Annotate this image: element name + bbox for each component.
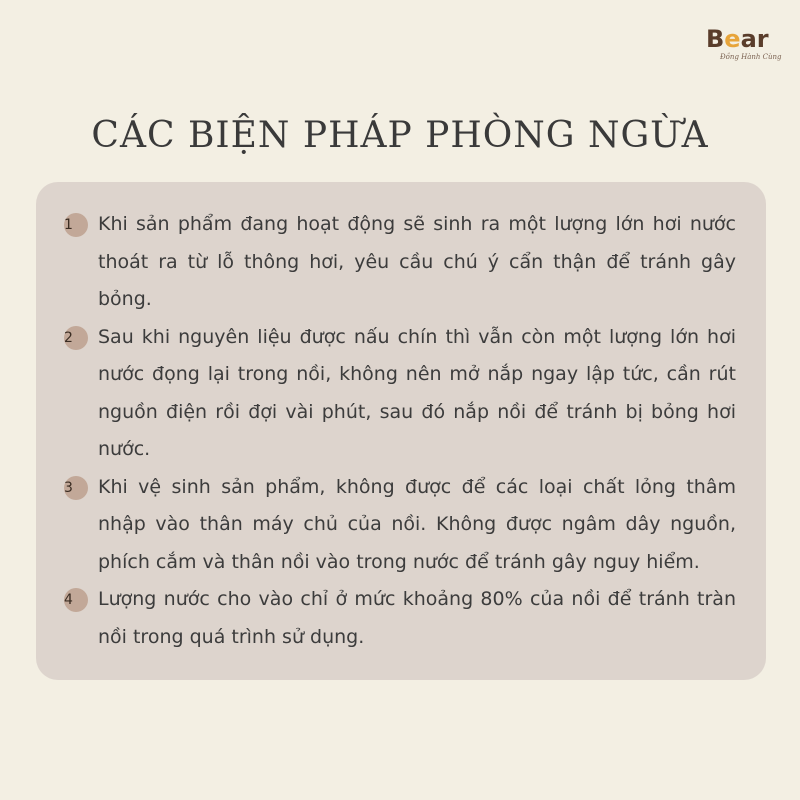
item-number-badge: 2 bbox=[64, 326, 88, 350]
item-text: Lượng nước cho vào chỉ ở mức khoảng 80% của nồi để tránh tràn nồi trong quá trình sử dụng. bbox=[98, 588, 736, 648]
item-text: Khi sản phẩm đang hoạt động sẽ sinh ra một lượng lớn hơi nước thoát ra từ lỗ thông hơi, yêu cầu chú ý cẩn thận để tránh gây bỏng. bbox=[98, 213, 736, 310]
list-item bbox=[64, 581, 736, 656]
list-item bbox=[64, 469, 736, 582]
brand-letter-b: B bbox=[706, 25, 725, 53]
brand-letter-e: e bbox=[724, 25, 741, 53]
item-number-badge: 1 bbox=[64, 213, 88, 237]
precautions-card bbox=[36, 182, 766, 680]
item-number-badge: 4 bbox=[64, 588, 88, 612]
page-title: CÁC BIỆN PHÁP PHÒNG NGỪA bbox=[91, 115, 709, 156]
item-text: Sau khi nguyên liệu được nấu chín thì vẫn còn một lượng lớn hơi nước đọng lại trong nồi, không nên mở nắp ngay lập tức, cần rút nguồn điện rồi đợi vài phút, sau đó nắp nồi để tránh bị bỏng hơi nước. bbox=[98, 325, 736, 460]
brand-letters-ar: ar bbox=[740, 25, 769, 53]
brand-tagline: Đồng Hành Cùng bbox=[720, 53, 782, 61]
brand-wordmark bbox=[706, 26, 769, 52]
list-item bbox=[64, 319, 736, 469]
brand-logo bbox=[700, 26, 780, 70]
list-item bbox=[64, 206, 736, 319]
item-number-badge: 3 bbox=[64, 476, 88, 500]
item-text: Khi vệ sinh sản phẩm, không được để các loại chất lỏng thâm nhập vào thân máy chủ của nồi. Không được ngâm dây nguồn, phích cắm và thân nồi vào trong nước để tránh gây nguy hiểm. bbox=[98, 475, 736, 573]
